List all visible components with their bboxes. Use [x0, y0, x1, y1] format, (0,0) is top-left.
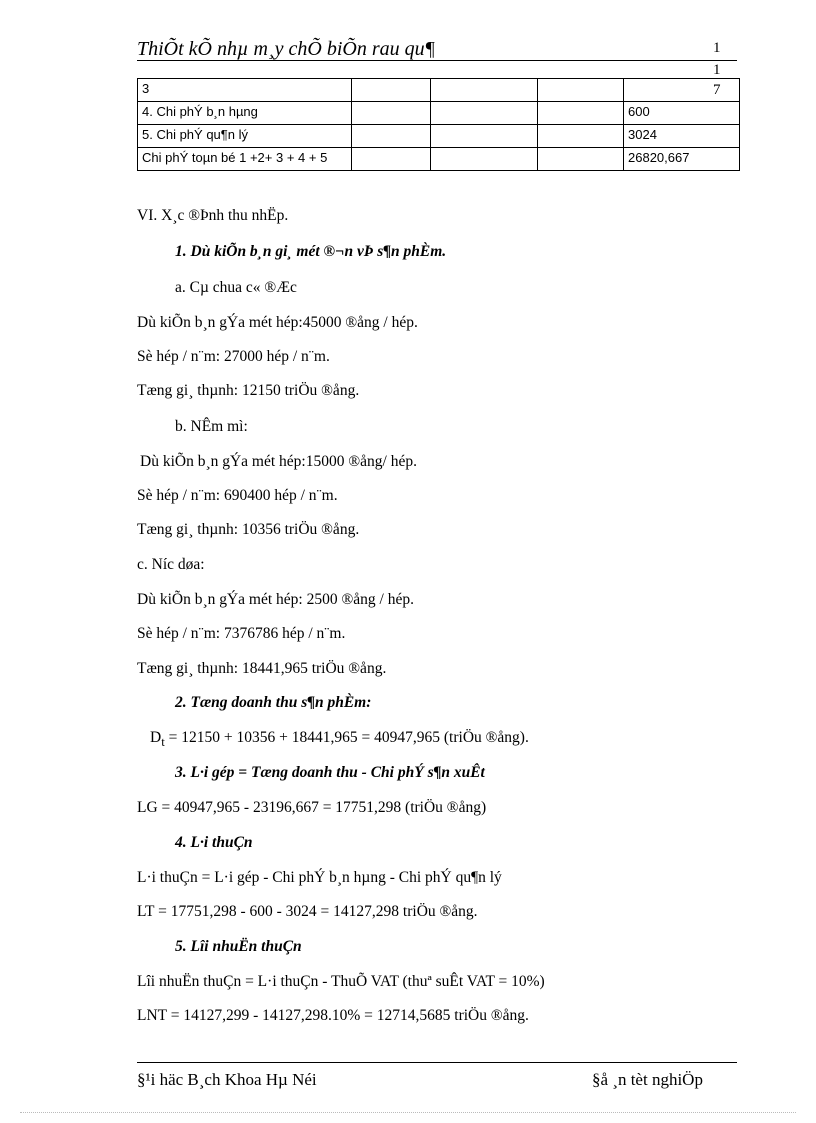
page-bottom-border: [20, 1112, 796, 1113]
table-cell: [538, 102, 624, 125]
text-line: Dù kiÕn b¸n gÝa mét hép:45000 ®ång / hép.: [137, 314, 418, 331]
subheading-5: 5. Lîi nhuËn thuÇn: [175, 938, 302, 955]
table-cell: Chi phÝ toµn bé 1 +2+ 3 + 4 + 5: [138, 148, 352, 171]
subheading-3: 3. L·i gép = Tæng doanh thu - Chi phÝ s¶n xuÊt: [175, 764, 485, 781]
text-line: Tæng gi¸ thµnh: 18441,965 triÖu ®ång.: [137, 660, 387, 677]
header-rule: [137, 60, 737, 61]
revenue-formula: [150, 729, 529, 750]
text-line: Lîi nhuËn thuÇn = L·i thuÇn - ThuÕ VAT (thuª suÊt VAT = 10%): [137, 973, 545, 990]
text-line: Dù kiÕn b¸n gÝa mét hép:15000 ®ång/ hép.: [140, 453, 417, 470]
table-cell: [352, 79, 431, 102]
section-heading: VI. X¸c ®Þnh thu nhËp.: [137, 207, 289, 224]
footer-project: §å ¸n tèt nghiÖp: [592, 1070, 703, 1089]
table-cell: [431, 79, 538, 102]
table-cell: [538, 148, 624, 171]
table-cell: 5. Chi phÝ qu¶n lý: [138, 125, 352, 148]
table-cell: [538, 125, 624, 148]
table-cell: [352, 125, 431, 148]
page-header-title: ThiÕt kÕ nhµ m¸y chÕ biÕn rau qu¶: [137, 38, 436, 60]
table-cell: [352, 102, 431, 125]
table-row: [138, 125, 740, 148]
item-c-heading: c. Níc døa:: [137, 556, 205, 573]
formula-symbol: D: [150, 729, 162, 746]
footer-rule: [137, 1062, 737, 1063]
table-row: [138, 148, 740, 171]
table-cell: 600: [624, 102, 740, 125]
text-line: Sè hép / n¨m: 27000 hép / n¨m.: [137, 348, 330, 365]
table-cell: 3024: [624, 125, 740, 148]
table-cell: [538, 79, 624, 102]
table-cell: 4. Chi phÝ b¸n hµng: [138, 102, 352, 125]
text-line: LNT = 14127,299 - 14127,298.10% = 12714,5685 triÖu ®ång.: [137, 1007, 529, 1024]
table-cell: [624, 79, 740, 102]
table-cell: [431, 102, 538, 125]
table-cell: 26820,667: [624, 148, 740, 171]
footer-university: §¹i häc B¸ch Khoa Hµ Néi: [137, 1070, 317, 1089]
text-line: Sè hép / n¨m: 7376786 hép / n¨m.: [137, 625, 346, 642]
item-a-heading: a. Cµ chua c« ®Æc: [175, 279, 297, 296]
text-line: LG = 40947,965 - 23196,667 = 17751,298 (triÖu ®ång): [137, 799, 487, 816]
page-number-digit-2: 1: [713, 62, 721, 78]
table-cell: [352, 148, 431, 171]
cost-table: [137, 78, 740, 171]
text-line: Sè hép / n¨m: 690400 hép / n¨m.: [137, 487, 338, 504]
table-cell: [431, 125, 538, 148]
table-row: [138, 102, 740, 125]
subheading-2: 2. Tæng doanh thu s¶n phÈm:: [175, 694, 372, 711]
table-cell: [431, 148, 538, 171]
text-line: L·i thuÇn = L·i gép - Chi phÝ b¸n hµng - Chi phÝ qu¶n lý: [137, 869, 502, 886]
page-number-digit-1: 1: [713, 40, 721, 56]
text-line: LT = 17751,298 - 600 - 3024 = 14127,298 triÖu ®ång.: [137, 903, 478, 920]
text-line: Tæng gi¸ thµnh: 12150 triÖu ®ång.: [137, 382, 360, 399]
page-number-digit-3: 7: [713, 82, 721, 98]
table-cell: 3: [138, 79, 352, 102]
table-row: [138, 79, 740, 102]
subheading-4: 4. L·i thuÇn: [175, 834, 253, 851]
text-line: Dù kiÕn b¸n gÝa mét hép: 2500 ®ång / hép.: [137, 591, 414, 608]
item-b-heading: b. NÊm mì:: [175, 418, 248, 435]
formula-text: = 12150 + 10356 + 18441,965 = 40947,965 (triÖu ®ång).: [164, 729, 529, 746]
text-line: Tæng gi¸ thµnh: 10356 triÖu ®ång.: [137, 521, 360, 538]
formula-subscript: t: [161, 734, 165, 750]
subheading-1: 1. Dù kiÕn b¸n gi¸ mét ®¬n vÞ s¶n phÈm.: [175, 243, 447, 260]
